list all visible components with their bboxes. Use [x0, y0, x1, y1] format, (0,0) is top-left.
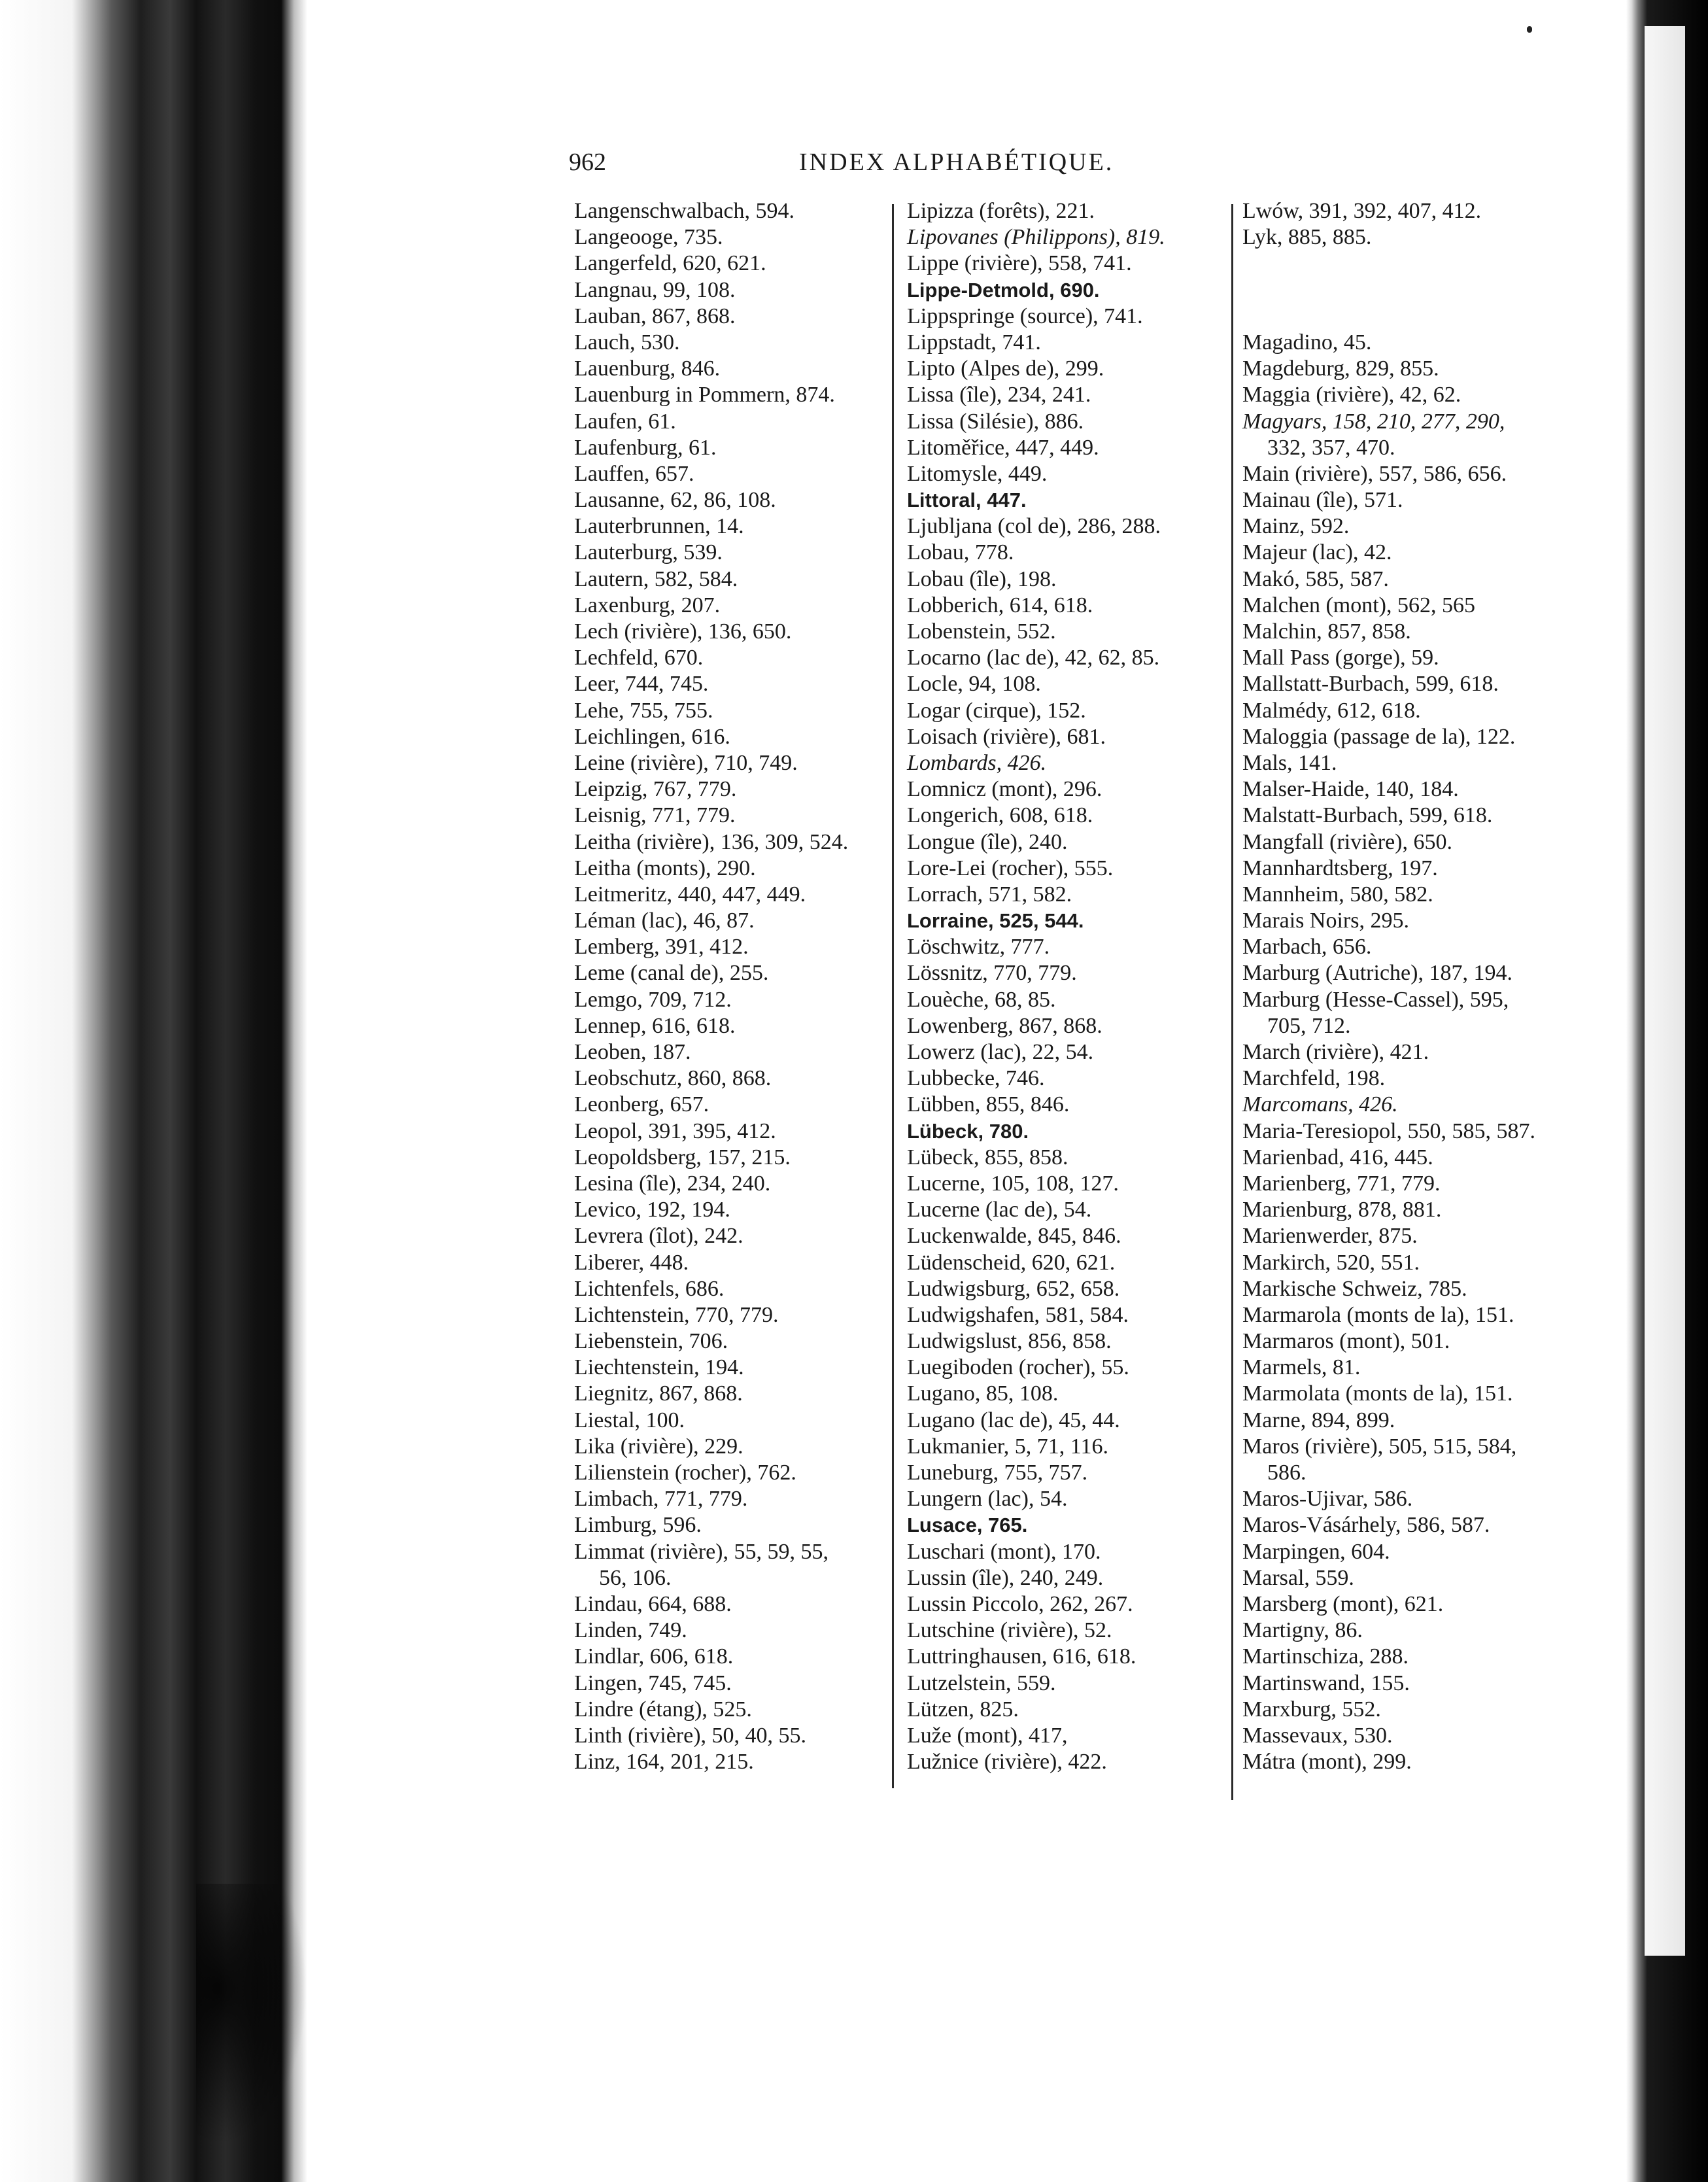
- index-entry: Laufenburg, 61.: [574, 435, 717, 460]
- index-entry: Malchin, 857, 858.: [1242, 619, 1411, 644]
- index-entry: Mall Pass (gorge), 59.: [1242, 646, 1439, 670]
- index-entry: Leoben, 187.: [574, 1040, 691, 1064]
- index-entry: Mainz, 592.: [1242, 514, 1350, 539]
- index-entry: Martinschiza, 288.: [1242, 1644, 1409, 1669]
- index-entry: Lugano, 85, 108.: [907, 1381, 1059, 1406]
- index-entry: Lipovanes (Philippons), 819.: [907, 225, 1165, 250]
- index-entry: Lübeck, 855, 858.: [907, 1145, 1068, 1169]
- index-entry: Lippe-Detmold, 690.: [907, 278, 1100, 302]
- index-entry: Marbach, 656.: [1242, 935, 1372, 960]
- running-title: INDEX ALPHABÉTIQUE.: [799, 148, 1114, 176]
- index-entry: Marburg (Autriche), 187, 194.: [1242, 961, 1512, 986]
- index-entry: Lesina (île), 234, 240.: [574, 1171, 771, 1196]
- index-entry: Luegiboden (rocher), 55.: [907, 1355, 1129, 1380]
- index-entry: Lechfeld, 670.: [574, 646, 704, 670]
- index-entry: Magdeburg, 829, 855.: [1242, 356, 1439, 381]
- index-entry: Marxburg, 552.: [1242, 1697, 1381, 1722]
- index-entry: Lützen, 825.: [907, 1697, 1019, 1722]
- index-entry: Loisach (rivière), 681.: [907, 724, 1106, 749]
- index-entry-continuation: 705, 712.: [1267, 1013, 1351, 1038]
- index-entry: Lussin Piccolo, 262, 267.: [907, 1591, 1133, 1616]
- index-entry: Marsberg (mont), 621.: [1242, 1591, 1444, 1616]
- index-entry: Locarno (lac de), 42, 62, 85.: [907, 646, 1160, 670]
- index-entry: Marsal, 559.: [1242, 1565, 1354, 1590]
- index-entry: Lilienstein (rocher), 762.: [574, 1461, 796, 1485]
- index-entry: Leonberg, 657.: [574, 1092, 709, 1117]
- index-entry: Liebenstein, 706.: [574, 1329, 728, 1354]
- index-entry: Lungern (lac), 54.: [907, 1487, 1068, 1512]
- index-entry: Lindre (étang), 525.: [574, 1697, 752, 1722]
- index-entry: Lauenburg, 846.: [574, 356, 721, 381]
- index-entry: Linth (rivière), 50, 40, 55.: [574, 1723, 807, 1748]
- index-entry: Ludwigslust, 856, 858.: [907, 1329, 1112, 1354]
- index-entry: Lehe, 755, 755.: [574, 698, 713, 723]
- index-entry: Luschari (mont), 170.: [907, 1539, 1101, 1564]
- index-entry: Leer, 744, 745.: [574, 672, 709, 697]
- index-entry: Lemgo, 709, 712.: [574, 987, 732, 1012]
- index-entry: Lippe (rivière), 558, 741.: [907, 251, 1132, 276]
- index-entry: Lipto (Alpes de), 299.: [907, 356, 1104, 381]
- index-entry: Ludwigsburg, 652, 658.: [907, 1276, 1120, 1301]
- index-entry: Mannhardtsberg, 197.: [1242, 856, 1438, 880]
- index-entry: Lipizza (forêts), 221.: [907, 199, 1095, 223]
- index-entry: Luže (mont), 417,: [907, 1723, 1068, 1748]
- index-entry: Leitmeritz, 440, 447, 449.: [574, 882, 806, 907]
- index-entry: Lauenburg in Pommern, 874.: [574, 383, 835, 407]
- index-entry: Limburg, 596.: [574, 1513, 702, 1538]
- index-entry: Mátra (mont), 299.: [1242, 1750, 1412, 1775]
- index-entry: Markische Schweiz, 785.: [1242, 1276, 1467, 1301]
- index-entry: Lübeck, 780.: [907, 1119, 1029, 1143]
- index-entry: Leme (canal de), 255.: [574, 961, 769, 986]
- index-entry: Limmat (rivière), 55, 59, 55,: [574, 1539, 829, 1564]
- index-entry: Lorrach, 571, 582.: [907, 882, 1072, 907]
- index-entry: Maggia (rivière), 42, 62.: [1242, 383, 1461, 407]
- index-entry: Marienwerder, 875.: [1242, 1224, 1418, 1249]
- index-entry: Lichtenfels, 686.: [574, 1276, 725, 1301]
- index-entry: Lore-Lei (rocher), 555.: [907, 856, 1114, 880]
- index-entry: Maros-Ujivar, 586.: [1242, 1487, 1413, 1512]
- index-entry: Leine (rivière), 710, 749.: [574, 750, 798, 775]
- page-shadow: [196, 1884, 307, 2145]
- index-entry: Marais Noirs, 295.: [1242, 909, 1409, 933]
- index-entry: Malmédy, 612, 618.: [1242, 698, 1421, 723]
- index-entry: Maria-Teresiopol, 550, 585, 587.: [1242, 1118, 1536, 1143]
- index-entry: Markirch, 520, 551.: [1242, 1250, 1420, 1275]
- index-entry: Ljubljana (col de), 286, 288.: [907, 514, 1161, 539]
- index-entry: Lauterbrunnen, 14.: [574, 514, 744, 539]
- index-entry: Main (rivière), 557, 586, 656.: [1242, 461, 1507, 486]
- index-entry: Leopoldsberg, 157, 215.: [574, 1145, 791, 1169]
- index-column-3: [1242, 198, 1563, 1775]
- index-entry: Lössnitz, 770, 779.: [907, 961, 1077, 986]
- index-entry: Lutschine (rivière), 52.: [907, 1618, 1112, 1643]
- page-number: 962: [569, 148, 606, 176]
- index-entry: Lippspringe (source), 741.: [907, 303, 1143, 328]
- index-entry: Lemberg, 391, 412.: [574, 935, 749, 960]
- index-entry: Lauterburg, 539.: [574, 540, 723, 565]
- index-entry: Lyk, 885, 885.: [1242, 225, 1372, 250]
- index-entry: Litomysle, 449.: [907, 461, 1048, 486]
- index-entry: Lausanne, 62, 86, 108.: [574, 488, 776, 513]
- index-entry: Laufen, 61.: [574, 409, 676, 434]
- index-entry: Leichlingen, 616.: [574, 724, 730, 749]
- ink-speck: [1527, 26, 1532, 33]
- index-entry: Malstatt-Burbach, 599, 618.: [1242, 803, 1493, 828]
- book-page-edges: [0, 0, 307, 2182]
- index-entry: Lobenstein, 552.: [907, 619, 1056, 644]
- index-entry: Langerfeld, 620, 621.: [574, 251, 766, 276]
- index-entry: Luttringhausen, 616, 618.: [907, 1644, 1136, 1669]
- index-entry: Mannheim, 580, 582.: [1242, 882, 1433, 907]
- index-entry-continuation: 586.: [1267, 1461, 1307, 1485]
- index-entry: Marienbad, 416, 445.: [1242, 1145, 1433, 1169]
- index-entry: Lindau, 664, 688.: [574, 1591, 732, 1616]
- index-entry: Lussin (île), 240, 249.: [907, 1565, 1104, 1590]
- index-entry: Magadino, 45.: [1242, 330, 1372, 355]
- index-entry: Lobau (île), 198.: [907, 566, 1057, 591]
- index-entry: Littoral, 447.: [907, 489, 1027, 512]
- index-entry: Marienberg, 771, 779.: [1242, 1171, 1441, 1196]
- index-entry: Martigny, 86.: [1242, 1618, 1363, 1643]
- index-entry: Lauffen, 657.: [574, 461, 694, 486]
- index-entry: Lucerne, 105, 108, 127.: [907, 1171, 1119, 1196]
- index-entry: Massevaux, 530.: [1242, 1723, 1393, 1748]
- index-entry: Lukmanier, 5, 71, 116.: [907, 1434, 1109, 1459]
- index-entry: Lindlar, 606, 618.: [574, 1644, 734, 1669]
- index-entry: Ludwigshafen, 581, 584.: [907, 1302, 1129, 1327]
- index-column-1: [574, 198, 881, 1775]
- index-entry: Levico, 192, 194.: [574, 1198, 730, 1222]
- index-entry: Longerich, 608, 618.: [907, 803, 1093, 828]
- index-entry: Lüdenscheid, 620, 621.: [907, 1250, 1116, 1275]
- index-entry: Marienburg, 878, 881.: [1242, 1198, 1442, 1222]
- index-entry: Mals, 141.: [1242, 750, 1337, 775]
- index-entry: Logar (cirque), 152.: [907, 698, 1086, 723]
- index-entry: Marmaros (mont), 501.: [1242, 1329, 1450, 1354]
- index-entry: Lutzelstein, 559.: [907, 1671, 1056, 1695]
- index-entry: Leisnig, 771, 779.: [574, 803, 736, 828]
- index-entry: Leopol, 391, 395, 412.: [574, 1118, 776, 1143]
- index-entry: Lika (rivière), 229.: [574, 1434, 743, 1459]
- index-entry: Lech (rivière), 136, 650.: [574, 619, 792, 644]
- index-entry: Laxenburg, 207.: [574, 593, 721, 617]
- index-entry: Lombards, 426.: [907, 750, 1047, 775]
- index-entry: Marmels, 81.: [1242, 1355, 1361, 1380]
- index-entry: Langenschwalbach, 594.: [574, 199, 795, 223]
- index-entry: Lichtenstein, 770, 779.: [574, 1302, 779, 1327]
- index-entry: Magyars, 158, 210, 277, 290,: [1242, 409, 1505, 434]
- index-entry: Locle, 94, 108.: [907, 672, 1041, 697]
- index-entry: Lennep, 616, 618.: [574, 1013, 736, 1038]
- index-entry: Lucerne (lac de), 54.: [907, 1198, 1092, 1222]
- index-entry: Lowerz (lac), 22, 54.: [907, 1040, 1094, 1064]
- index-entry-continuation: 332, 357, 470.: [1267, 435, 1395, 460]
- index-entry: Lwów, 391, 392, 407, 412.: [1242, 199, 1482, 223]
- index-entry: Luckenwalde, 845, 846.: [907, 1224, 1121, 1249]
- index-entry: Mangfall (rivière), 650.: [1242, 829, 1452, 854]
- index-entry: Mainau (île), 571.: [1242, 488, 1403, 513]
- index-entry: Lusace, 765.: [907, 1514, 1028, 1537]
- index-entry: Lippstadt, 741.: [907, 330, 1041, 355]
- index-entry: Marburg (Hesse-Cassel), 595,: [1242, 987, 1509, 1012]
- index-entry: Martinswand, 155.: [1242, 1671, 1410, 1695]
- index-entry: Liestal, 100.: [574, 1408, 685, 1432]
- index-entry: Maros-Vásárhely, 586, 587.: [1242, 1513, 1490, 1538]
- index-entry: Lobberich, 614, 618.: [907, 593, 1093, 617]
- index-entry: Liberer, 448.: [574, 1250, 689, 1275]
- column-rule: [892, 204, 894, 1788]
- index-entry: Liechtenstein, 194.: [574, 1355, 744, 1380]
- index-entry: Lugano (lac de), 45, 44.: [907, 1408, 1120, 1432]
- index-entry: Lubbecke, 746.: [907, 1066, 1045, 1091]
- index-entry: Malchen (mont), 562, 565: [1242, 593, 1475, 617]
- index-entry: Lužnice (rivière), 422.: [907, 1750, 1107, 1775]
- index-entry: Maros (rivière), 505, 515, 584,: [1242, 1434, 1517, 1459]
- index-entry: Longue (île), 240.: [907, 829, 1068, 854]
- index-entry: Leobschutz, 860, 868.: [574, 1066, 772, 1091]
- index-entry: Marmarola (monts de la), 151.: [1242, 1302, 1514, 1327]
- index-entry: Lissa (île), 234, 241.: [907, 383, 1091, 407]
- index-entry: Levrera (îlot), 242.: [574, 1224, 743, 1249]
- index-entry: Lissa (Silésie), 886.: [907, 409, 1084, 434]
- adjacent-page-strip: [1645, 26, 1685, 1956]
- index-entry: Mallstatt-Burbach, 599, 618.: [1242, 672, 1499, 697]
- index-entry: Majeur (lac), 42.: [1242, 540, 1392, 565]
- index-entry: Marcomans, 426.: [1242, 1092, 1398, 1117]
- index-entry: Limbach, 771, 779.: [574, 1487, 748, 1512]
- index-entry: Malser-Haide, 140, 184.: [1242, 777, 1459, 802]
- index-entry: Marmolata (monts de la), 151.: [1242, 1381, 1513, 1406]
- index-entry: Lobau, 778.: [907, 540, 1014, 565]
- index-entry: Langeooge, 735.: [574, 225, 723, 250]
- page-header: [569, 143, 1236, 182]
- index-column-2: [907, 198, 1227, 1775]
- index-entry: Lomnicz (mont), 296.: [907, 777, 1102, 802]
- index-gap: [1242, 303, 1563, 330]
- index-entry: Makó, 585, 587.: [1242, 566, 1389, 591]
- index-entry: Leitha (rivière), 136, 309, 524.: [574, 829, 849, 854]
- index-gap: [1242, 277, 1563, 303]
- index-entry: Lauch, 530.: [574, 330, 680, 355]
- index-entry: Lingen, 745, 745.: [574, 1671, 732, 1695]
- index-entry: Lautern, 582, 584.: [574, 566, 738, 591]
- index-entry: March (rivière), 421.: [1242, 1040, 1429, 1064]
- index-entry: Löschwitz, 777.: [907, 935, 1050, 960]
- index-entry: Luneburg, 755, 757.: [907, 1461, 1088, 1485]
- index-entry: Louèche, 68, 85.: [907, 987, 1056, 1012]
- index-entry: Lorraine, 525, 544.: [907, 909, 1084, 933]
- index-entry: Leipzig, 767, 779.: [574, 777, 737, 802]
- index-entry: Leitha (monts), 290.: [574, 856, 756, 880]
- index-entry: Marchfeld, 198.: [1242, 1066, 1386, 1091]
- index-entry: Litoměřice, 447, 449.: [907, 435, 1099, 460]
- index-entry: Léman (lac), 46, 87.: [574, 909, 755, 933]
- index-entry: Lowenberg, 867, 868.: [907, 1013, 1102, 1038]
- index-entry: Maloggia (passage de la), 122.: [1242, 724, 1516, 749]
- index-gap: [1242, 251, 1563, 277]
- index-entry: Lauban, 867, 868.: [574, 303, 736, 328]
- column-rule: [1231, 204, 1233, 1800]
- index-entry: Lübben, 855, 846.: [907, 1092, 1070, 1117]
- index-entry: Linz, 164, 201, 215.: [574, 1750, 754, 1775]
- index-entry: Marpingen, 604.: [1242, 1539, 1390, 1564]
- index-entry: Marne, 894, 899.: [1242, 1408, 1395, 1432]
- index-entry: Linden, 749.: [574, 1618, 687, 1643]
- index-entry-continuation: 56, 106.: [599, 1565, 672, 1590]
- index-entry: Liegnitz, 867, 868.: [574, 1381, 743, 1406]
- index-entry: Langnau, 99, 108.: [574, 277, 736, 302]
